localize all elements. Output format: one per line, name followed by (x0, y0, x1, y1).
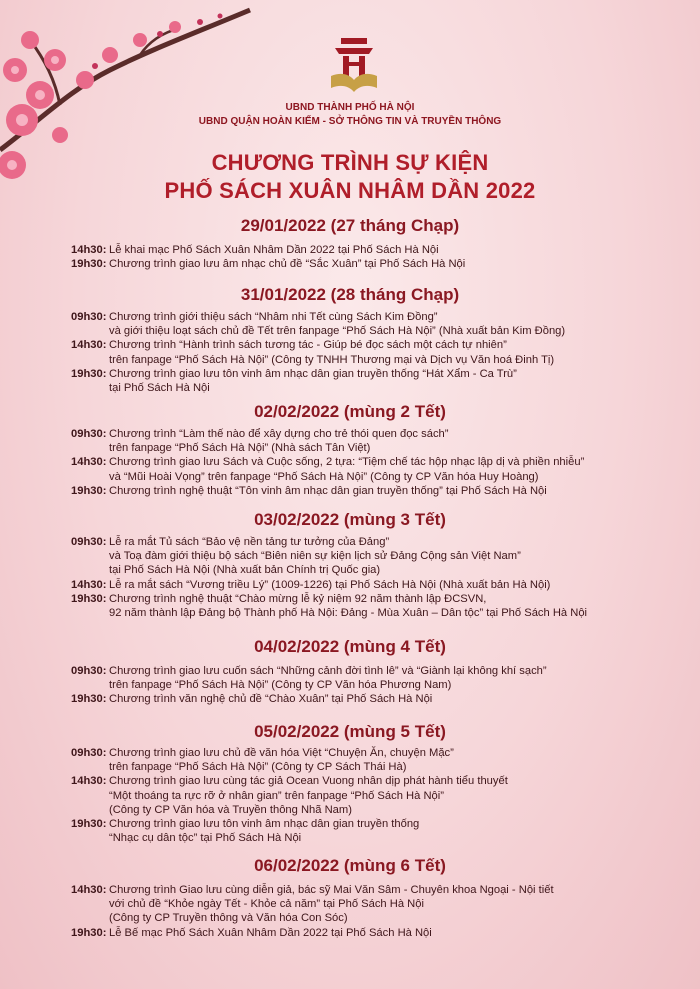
day-heading: 03/02/2022 (mùng 3 Tết) (254, 510, 446, 529)
event-text-continued: “Nhạc cụ dân tộc” tại Phố Sách Hà Nội (109, 832, 302, 845)
event-time: 19h30: (71, 926, 107, 939)
event-time: 14h30: (71, 456, 107, 469)
event-text-continued: với chủ đề “Khỏe ngày Tết - Khỏe cả năm” tại Phố Sách Hà Nội (109, 898, 424, 911)
event-text: Chương trình “Làm thế nào để xây dựng cho trẻ thói quen đọc sách” (109, 428, 449, 440)
event-item (71, 578, 681, 592)
day-schedule (71, 427, 681, 498)
event-time: 19h30: (71, 693, 107, 706)
day-heading: 02/02/2022 (mùng 2 Tết) (254, 402, 446, 421)
event-text: Chương trình nghệ thuật “Tôn vinh âm nhạc dân gian truyền thống” tại Phố Sách Hà Nội (109, 484, 547, 497)
event-time: 19h30: (71, 818, 107, 831)
day-heading: 06/02/2022 (mùng 6 Tết) (254, 856, 446, 875)
event-time: 09h30: (71, 311, 107, 323)
day-heading: 05/02/2022 (mùng 5 Tết) (254, 722, 446, 741)
event-time: 19h30: (71, 484, 107, 497)
event-text: Chương trình văn nghệ chủ đề “Chào Xuân” tại Phố Sách Hà Nội (109, 693, 433, 706)
hanoi-logo-icon (329, 36, 379, 94)
event-text: Chương trình giao lưu chủ đề văn hóa Việt “Chuyện Ăn, chuyện Mặc” (109, 747, 454, 759)
event-item (71, 427, 681, 441)
event-time: 14h30: (71, 775, 107, 788)
event-text: Chương trình giao lưu tôn vinh âm nhạc dân gian truyền thống “Hát Xẩm - Ca Trù” (109, 367, 517, 380)
event-item (71, 664, 681, 678)
event-text: Chương trình giao lưu âm nhạc chủ đề “Sắc Xuân” tại Phố Sách Hà Nội (109, 258, 466, 271)
day-schedule (71, 535, 681, 620)
day-heading: 31/01/2022 (28 tháng Chạp) (240, 285, 460, 304)
event-time: 19h30: (71, 258, 107, 271)
event-text-continued: trên fanpage “Phố Sách Hà Nội” (Công ty TNHH Thương mại và Dịch vụ Văn hoá Đinh Tị) (109, 353, 555, 366)
event-item (71, 243, 681, 257)
event-text: Lễ khai mạc Phố Sách Xuân Nhâm Dần 2022 tại Phố Sách Hà Nội (109, 244, 439, 256)
org-line-1: UBND THÀNH PHỐ HÀ NỘI (285, 102, 415, 113)
event-text: Lễ Bế mạc Phố Sách Xuân Nhâm Dần 2022 tại Phố Sách Hà Nội (109, 926, 432, 939)
event-text: Lễ ra mắt Tủ sách “Bảo vệ nền tảng tư tưởng của Đảng” (109, 536, 390, 548)
event-item (71, 817, 681, 831)
day-heading: 29/01/2022 (27 tháng Chạp) (240, 216, 460, 235)
day-schedule (71, 883, 681, 940)
event-text: Chương trình giao lưu tôn vinh âm nhạc dân gian truyền thống (109, 818, 420, 831)
event-item (71, 257, 681, 271)
event-text-continued: trên fanpage “Phố Sách Hà Nội” (Nhà sách Tân Việt) (109, 442, 371, 455)
event-time: 14h30: (71, 884, 107, 896)
event-text-continued: và giới thiệu loạt sách chủ đề Tết trên fanpage “Phố Sách Hà Nội” (Nhà xuất bản Kim Đồng) (109, 325, 566, 338)
event-text-continued: 92 năm thành lập Đảng bộ Thành phố Hà Nội: Đảng - Mùa Xuân – Dân tộc” tại Phố Sách Hà Nội (109, 607, 588, 620)
event-time: 09h30: (71, 428, 107, 440)
event-time: 14h30: (71, 339, 107, 352)
event-item (71, 455, 681, 469)
event-text: Chương trình giới thiệu sách “Nhâm nhi Tết cùng Sách Kim Đồng” (109, 311, 438, 323)
event-time: 14h30: (71, 244, 107, 256)
event-time: 09h30: (71, 665, 107, 677)
event-item (71, 338, 681, 352)
event-text: Chương trình giao lưu Sách và Cuộc sống, 2 tựa: “Tiệm chế tác hộp nhạc lập dị và phiền nhiễu” (109, 456, 585, 469)
event-text-continued: và Toạ đàm giới thiệu bộ sách “Biên niên sự kiện lịch sử Đảng Cộng sản Việt Nam” (109, 550, 521, 563)
event-text: Chương trình giao lưu cuốn sách “Những cảnh đời tình lê” và “Giành lại không khí sạch” (109, 665, 547, 677)
event-time: 09h30: (71, 747, 107, 759)
event-time: 14h30: (71, 578, 107, 591)
event-time: 09h30: (71, 536, 107, 548)
event-text: Chương trình Giao lưu cùng diễn giả, bác sỹ Mai Văn Sâm - Chuyên khoa Ngoại - Nội tiết (109, 884, 554, 896)
event-item (71, 774, 681, 788)
event-item (71, 883, 681, 897)
event-item (71, 310, 681, 324)
event-text-continued: trên fanpage “Phố Sách Hà Nội” (Công ty CP Sách Thái Hà) (109, 761, 407, 774)
event-text-continued: tại Phố Sách Hà Nội (109, 382, 210, 395)
event-text-continued: trên fanpage “Phố Sách Hà Nội” (Công ty CP Văn hóa Phương Nam) (109, 679, 452, 692)
org-line-2: UBND QUẬN HOÀN KIẾM - SỞ THÔNG TIN VÀ TRUYỀN THÔNG (198, 116, 502, 127)
day-schedule (71, 310, 681, 395)
event-text-continued: “Một thoáng ta rực rỡ ở nhân gian” trên fanpage “Phố Sách Hà Nội” (109, 789, 444, 802)
event-text-continued: (Công ty CP Truyền thông và Văn hóa Con Sóc) (109, 912, 348, 925)
event-item (71, 746, 681, 760)
event-text-continued: tại Phố Sách Hà Nội (Nhà xuất bản Chính trị Quốc gia) (109, 564, 381, 577)
day-schedule (71, 746, 681, 845)
event-item (71, 367, 681, 381)
event-text-continued: và “Mũi Hoài Vọng” trên fanpage “Phố Sách Hà Nội” (Công ty CP Văn hóa Huy Hoàng) (109, 470, 539, 483)
day-schedule (71, 243, 681, 271)
event-text: Chương trình giao lưu cùng tác giả Ocean Vuong nhân dịp phát hành tiểu thuyết (109, 775, 508, 788)
page-title-line-1: CHƯƠNG TRÌNH SỰ KIỆN (211, 150, 489, 175)
event-text: Chương trình “Hành trình sách tương tác - Giúp bé đọc sách một cách tự nhiên” (109, 339, 507, 352)
event-time: 19h30: (71, 367, 107, 380)
event-item (71, 926, 681, 940)
event-item (71, 692, 681, 706)
day-heading: 04/02/2022 (mùng 4 Tết) (254, 637, 446, 656)
event-item (71, 592, 681, 606)
event-time: 19h30: (71, 592, 107, 605)
day-schedule (71, 664, 681, 707)
event-text-continued: (Công ty CP Văn hóa và Truyền thông Nhã Nam) (109, 803, 352, 816)
event-item (71, 484, 681, 498)
event-text: Chương trình nghệ thuật “Chào mừng lễ kỷ niệm 92 năm thành lập ĐCSVN, (109, 592, 487, 605)
event-text: Lễ ra mắt sách “Vương triều Lý” (1009-1226) tại Phố Sách Hà Nội (Nhà xuất bản Hà Nội) (109, 578, 551, 591)
event-item (71, 535, 681, 549)
page-title-line-2: PHỐ SÁCH XUÂN NHÂM DẦN 2022 (164, 178, 536, 203)
